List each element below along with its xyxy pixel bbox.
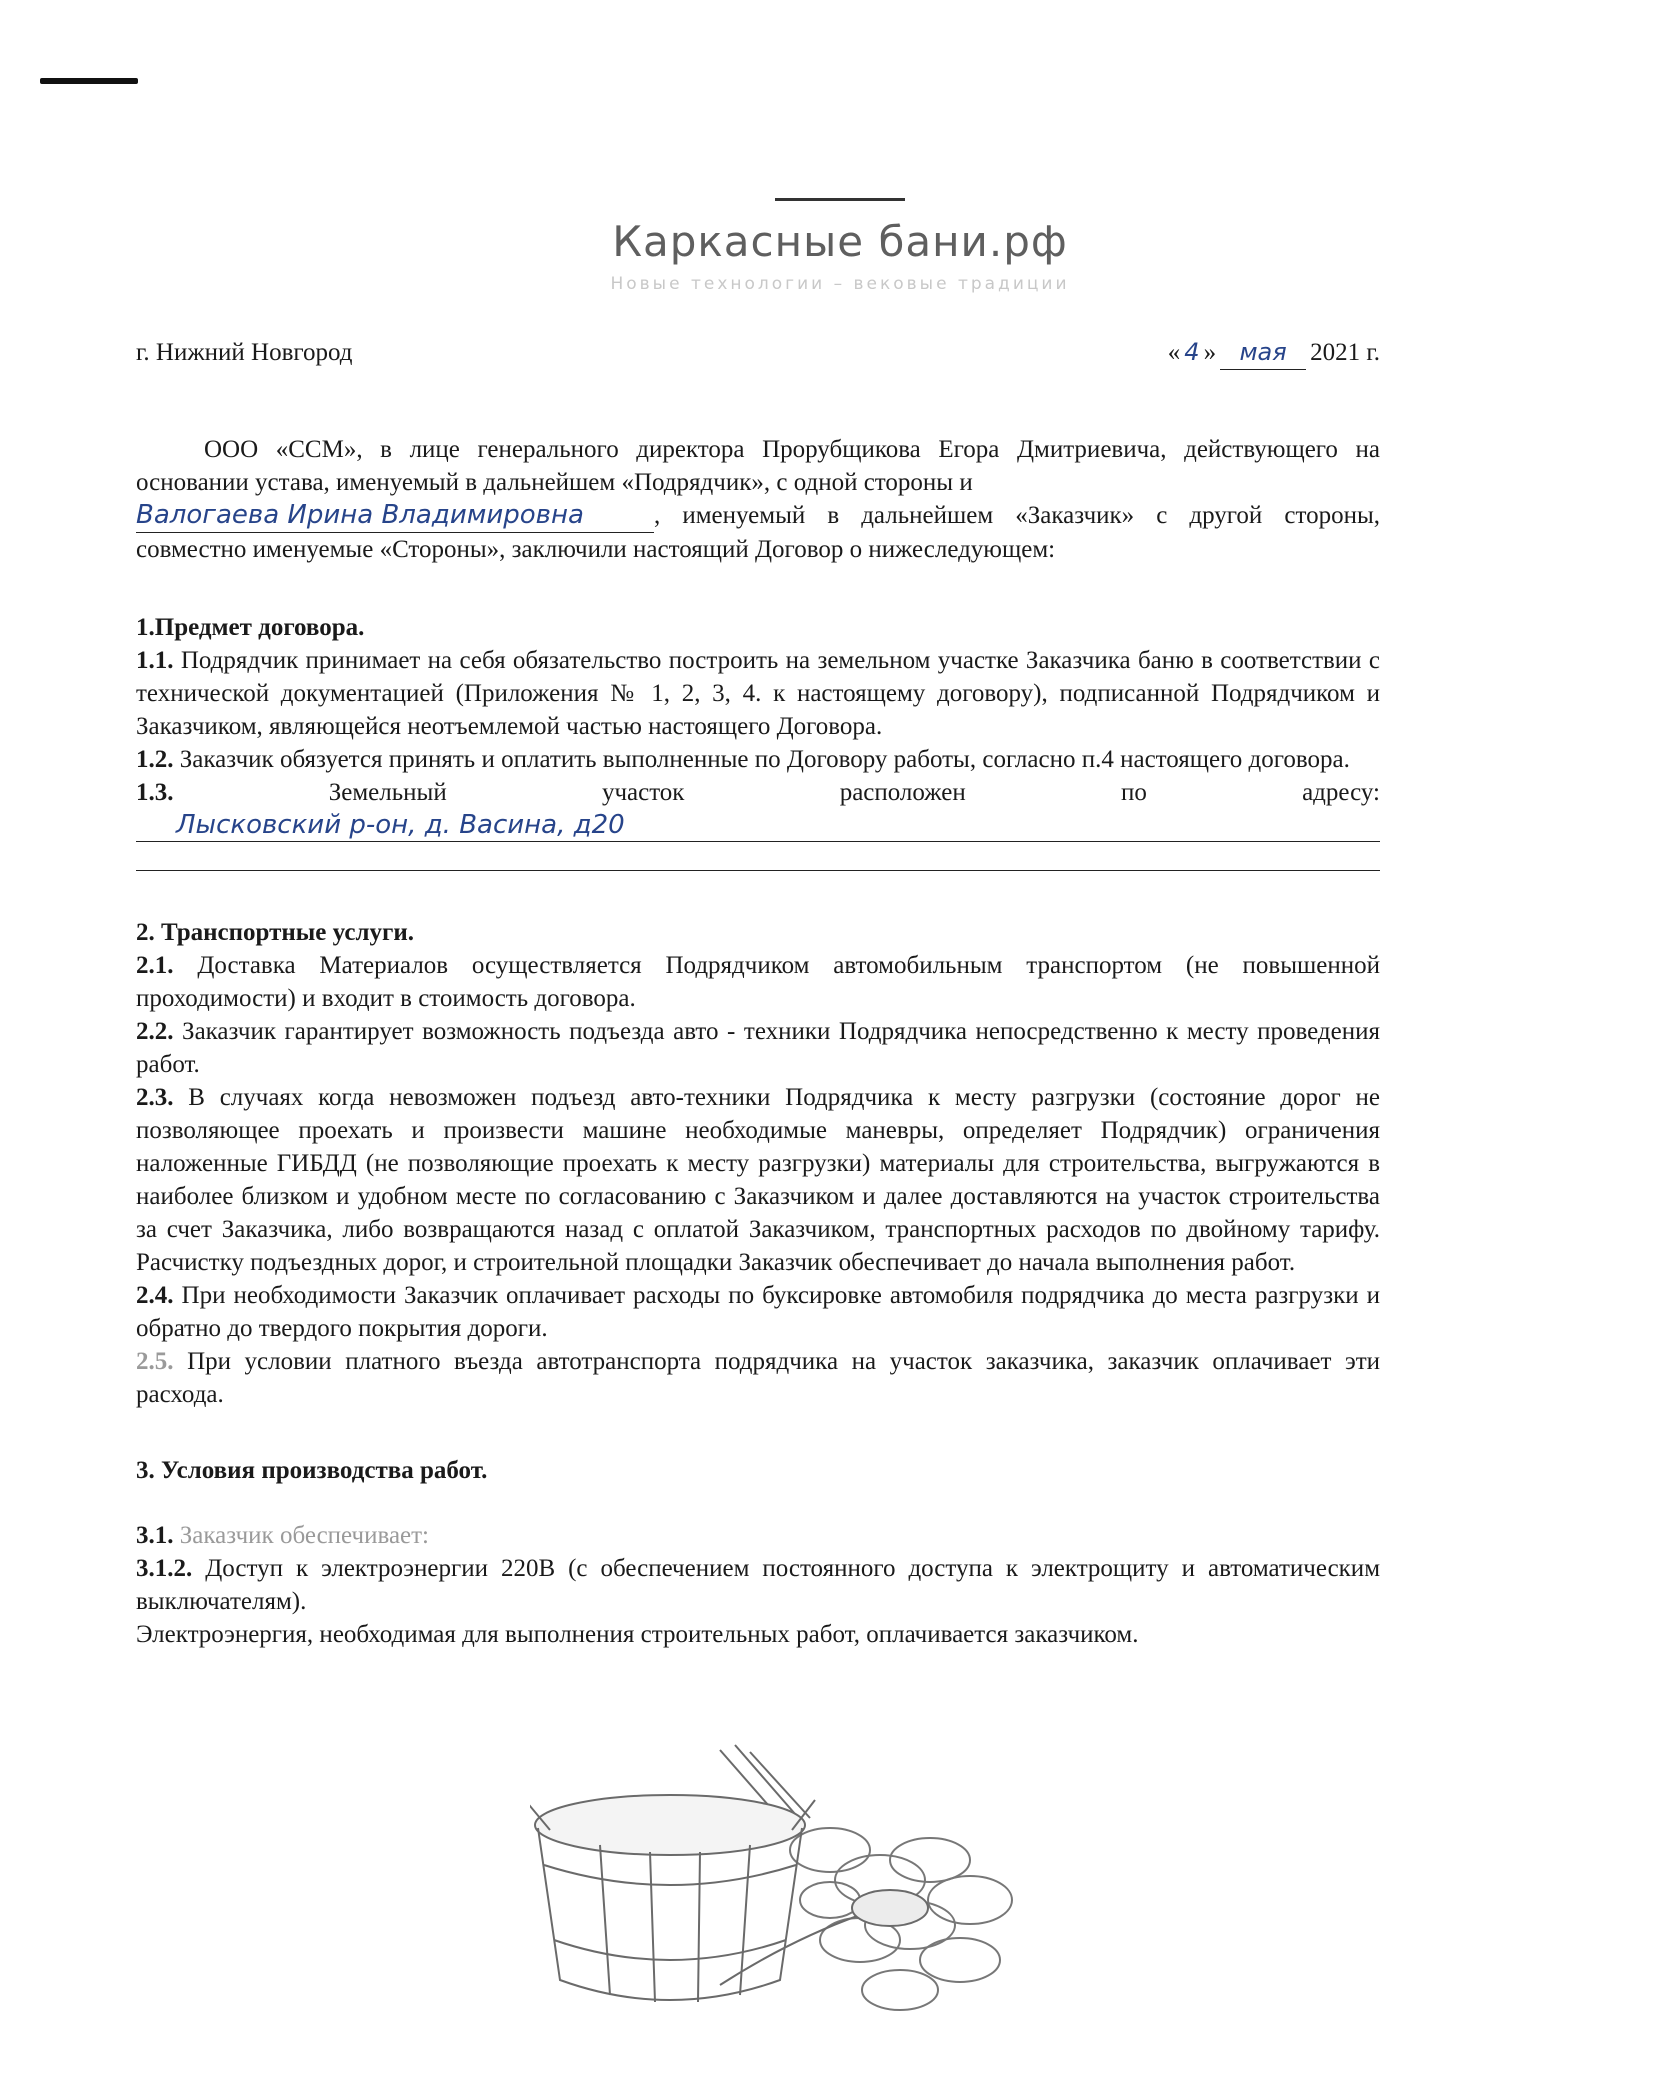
- clause-text: При необходимости Заказчик оплачивает расходы по буксировке автомобиля подрядчика до места разгрузки и обратно до твердого покрытия дороги.: [136, 1282, 1381, 1342]
- clause-2-2: [136, 1015, 1380, 1081]
- contract-date: [1168, 336, 1380, 370]
- section-2-heading: 2. Транспортные услуги.: [136, 919, 415, 946]
- intro-line2: , именуемый в дальнейшем «Заказчик» с другой стороны, совместно именуемые «Стороны», заключили настоящий Договор о нижеследующем:: [136, 502, 1380, 563]
- company-logo: [0, 198, 1680, 294]
- clause-1-1: [136, 644, 1380, 743]
- section-2: [136, 916, 1380, 1411]
- address-field: [136, 809, 1380, 842]
- clause-word: расположен: [839, 779, 966, 806]
- address-field-line2: [136, 842, 1380, 871]
- clause-text: Доступ к электроэнергии 220В (с обеспечением постоянного доступа к электрощиту и автоматическим выключателям).: [136, 1555, 1381, 1615]
- clause-2-4: [136, 1279, 1380, 1345]
- date-day: 4: [1184, 338, 1200, 366]
- clause-2-1: [136, 949, 1380, 1015]
- scan-corner-mark: [40, 78, 138, 84]
- intro-line1: ООО «ССМ», в лице генерального директора Прорубщикова Егора Дмитриевича, действующего на основании устава, именуемый в дальнейшем «Подрядчик», с одной стороны и: [136, 436, 1380, 496]
- section-3-heading: 3. Условия производства работ.: [136, 1457, 488, 1484]
- section-1: [136, 611, 1380, 871]
- clause-number: 3.1.: [136, 1522, 174, 1549]
- clause-number: 2.4.: [136, 1282, 174, 1309]
- clause-word: участок: [601, 779, 685, 806]
- clause-word: адресу:: [1302, 779, 1380, 806]
- section-1-heading: 1.Предмет договора.: [136, 614, 365, 641]
- clause-number: 1.2.: [136, 746, 174, 773]
- clause-number: 2.5.: [136, 1348, 174, 1375]
- clause-text: Доставка Материалов осуществляется Подрядчиком автомобильным транспортом (не повышенной проходимости) и входит в стоимость договора.: [136, 952, 1380, 1012]
- clause-2-3: [136, 1081, 1380, 1279]
- address-handwritten: Лысковский р-он, д. Васина, д20: [176, 810, 625, 840]
- section-3: [136, 1454, 1380, 1651]
- banya-bucket-illustration: [530, 1740, 1090, 2040]
- city: г. Нижний Новгород: [136, 339, 353, 366]
- clause-3-1: [136, 1519, 1380, 1552]
- customer-name: Валогаева Ирина Владимировна: [136, 500, 584, 530]
- clause-3-1-2: [136, 1552, 1380, 1618]
- date-open-quote: «: [1167, 339, 1181, 366]
- clause-number: 2.1.: [136, 952, 174, 979]
- intro-paragraph: [136, 433, 1380, 566]
- date-year: 2021 г.: [1310, 339, 1380, 366]
- customer-name-field: [136, 499, 654, 533]
- header-row: [136, 336, 1380, 370]
- clause-number: 2.3.: [136, 1084, 174, 1111]
- clause-1-2: [136, 743, 1380, 776]
- logo-title: Каркасные бани.рф: [612, 217, 1068, 266]
- clause-number: 3.1.2.: [136, 1555, 193, 1582]
- clause-text: При условии платного въезда автотранспорта подрядчика на участок заказчика, заказчик оплачивает эти расхода.: [136, 1348, 1380, 1408]
- date-close-quote: »: [1203, 339, 1217, 366]
- clause-text: Заказчик гарантирует возможность подъезда авто - техники Подрядчика непосредственно к месту проведения работ.: [136, 1018, 1381, 1078]
- clause-text: В случаях когда невозможен подъезд авто-техники Подрядчика к месту разгрузки (состояние дорог не позволяющее проехать и произвести машине необходимые маневры, определяет Подрядчик) ограничения наложенные ГИБДД (не позволяющие проехать к месту разгрузки) материалы для строительства, выгружаются в наиболее близком и удобном месте по согласованию с Заказчиком и далее доставляются на участок строительства за счет Заказчика, либо возвращаются назад с оплатой Заказчиком, транспортных расходов по двойному тарифу. Расчистку подъездных дорог, и строительной площадки Заказчик обеспечивает до начала выполнения работ.: [136, 1084, 1381, 1276]
- logo-subtitle: Новые технологии – вековые традиции: [610, 274, 1070, 294]
- clause-text: Заказчик обязуется принять и оплатить выполненные по Договору работы, согласно п.4 настоящего договора.: [179, 746, 1350, 773]
- clause-text: Подрядчик принимает на себя обязательство построить на земельном участке Заказчика баню в соответствии с технической документацией (Приложения № 1, 2, 3, 4. к настоящему договору), подписанной Подрядчиком и Заказчиком, являющейся неотъемлемой частью настоящего Договора.: [136, 647, 1380, 740]
- clause-word: Земельный: [328, 779, 447, 806]
- clause-2-5: [136, 1345, 1380, 1411]
- contract-body: [136, 336, 1380, 1651]
- intro-line2-wrap: [136, 499, 1380, 566]
- clause-3-note: [136, 1618, 1380, 1651]
- clause-1-3: [136, 776, 1380, 809]
- clause-number: 1.3.: [136, 779, 174, 806]
- clause-number: 2.2.: [136, 1018, 174, 1045]
- date-month: мая: [1220, 336, 1306, 370]
- clause-number: 1.1.: [136, 647, 174, 674]
- clause-text: Заказчик обеспечивает:: [179, 1522, 430, 1549]
- clause-word: по: [1120, 779, 1147, 806]
- clause-text: Электроэнергия, необходимая для выполнения строительных работ, оплачивается заказчиком.: [136, 1621, 1139, 1648]
- wooden-bucket: [530, 1795, 815, 2002]
- logo-bar: [775, 198, 905, 201]
